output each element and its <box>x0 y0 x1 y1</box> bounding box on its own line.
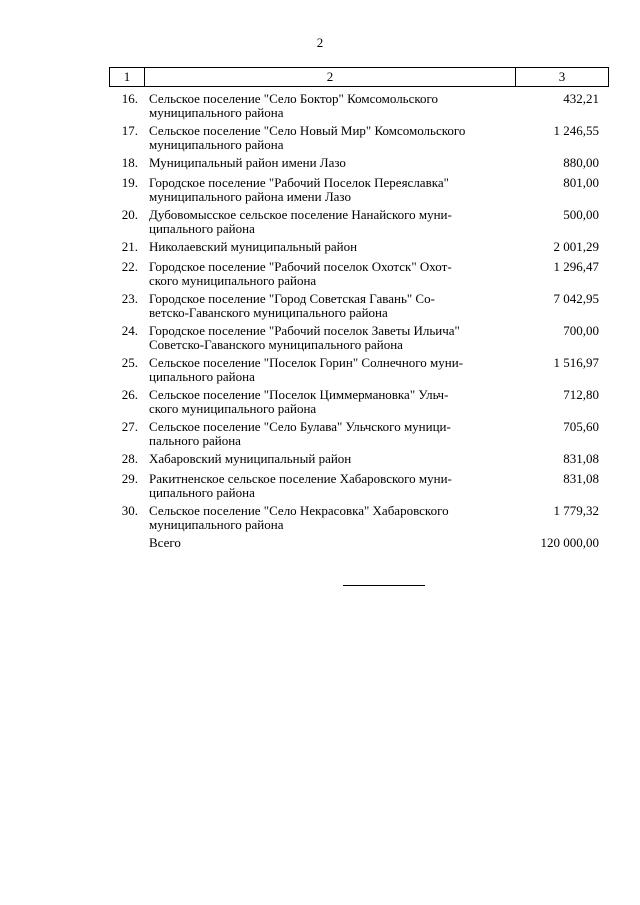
row-name: Сельское поселение "Село Булава" Ульчского муници- пального района <box>149 419 451 448</box>
table-row <box>109 356 609 388</box>
row-name: Городское поселение "Рабочий Поселок Переяславка" муниципального района имени Лазо <box>149 175 449 204</box>
row-amount: 801,00 <box>563 175 599 190</box>
row-number: 30. <box>121 503 138 518</box>
row-amount: 120 000,00 <box>540 535 599 550</box>
row-number: 23. <box>121 291 138 306</box>
table-body <box>109 92 609 556</box>
row-amount: 831,08 <box>563 451 599 466</box>
row-name: Всего <box>149 535 181 550</box>
row-number: 16. <box>121 91 138 106</box>
row-amount: 1 246,55 <box>553 123 599 138</box>
row-name: Хабаровский муниципальный район <box>149 451 352 466</box>
row-amount: 500,00 <box>563 207 599 222</box>
row-number: 24. <box>121 323 138 338</box>
table-row <box>109 420 609 452</box>
row-number: 27. <box>121 419 138 434</box>
row-name: Городское поселение "Рабочий поселок Охотск" Охот- ского муниципального района <box>149 259 452 288</box>
table-row <box>109 208 609 240</box>
row-number: 22. <box>121 259 138 274</box>
header-col-3: 3 <box>558 69 566 84</box>
table-row <box>109 388 609 420</box>
row-number: 19. <box>121 175 138 190</box>
table-row <box>109 292 609 324</box>
row-amount: 1 296,47 <box>553 259 599 274</box>
table-row <box>109 504 609 536</box>
row-amount: 1 516,97 <box>553 355 599 370</box>
row-amount: 432,21 <box>563 91 599 106</box>
table-row <box>109 260 609 292</box>
row-amount: 700,00 <box>563 323 599 338</box>
row-number: 21. <box>121 239 138 254</box>
row-amount: 705,60 <box>563 419 599 434</box>
row-name: Дубовомысское сельское поселение Нанайского муни- ципального района <box>149 207 452 236</box>
header-col-2: 2 <box>145 68 516 86</box>
table-row <box>109 92 609 124</box>
table-row <box>109 452 609 472</box>
row-name: Сельское поселение "Поселок Горин" Солнечного муни- ципального района <box>149 355 464 384</box>
table-row <box>109 240 609 260</box>
row-amount: 1 779,32 <box>553 503 599 518</box>
row-name: Сельское поселение "Село Боктор" Комсомольского муниципального района <box>149 91 439 120</box>
row-name: Муниципальный район имени Лазо <box>149 155 346 170</box>
row-number: 28. <box>121 451 138 466</box>
row-name: Городское поселение "Рабочий поселок Заветы Ильича" Советско-Гаванского муниципального района <box>149 323 460 352</box>
header-col-1: 1 <box>110 68 145 86</box>
row-name: Ракитненское сельское поселение Хабаровского муни- ципального района <box>149 471 452 500</box>
row-amount: 831,08 <box>563 471 599 486</box>
row-amount: 7 042,95 <box>553 291 599 306</box>
row-amount: 880,00 <box>563 155 599 170</box>
row-number: 17. <box>121 123 138 138</box>
row-number: 25. <box>121 355 138 370</box>
end-divider <box>343 585 425 586</box>
row-number: 20. <box>121 207 138 222</box>
row-name: Сельское поселение "Село Новый Мир" Комсомольского муниципального района <box>149 123 466 152</box>
table-header <box>109 67 609 87</box>
page-number: 2 <box>316 35 324 50</box>
table-row <box>109 472 609 504</box>
row-number: 29. <box>121 471 138 486</box>
table-row <box>109 124 609 156</box>
row-name: Николаевский муниципальный район <box>149 239 358 254</box>
row-name: Городское поселение "Город Советская Гавань" Со- ветско-Гаванского муниципального района <box>149 291 435 320</box>
row-number: 18. <box>121 155 138 170</box>
table-row <box>109 536 609 556</box>
row-amount: 712,80 <box>563 387 599 402</box>
table-row <box>109 156 609 176</box>
table-row <box>109 324 609 356</box>
row-name: Сельское поселение "Поселок Циммермановка" Ульч- ского муниципального района <box>149 387 449 416</box>
row-name: Сельское поселение "Село Некрасовка" Хабаровского муниципального района <box>149 503 449 532</box>
table-row <box>109 176 609 208</box>
row-amount: 2 001,29 <box>553 239 599 254</box>
row-number: 26. <box>121 387 138 402</box>
